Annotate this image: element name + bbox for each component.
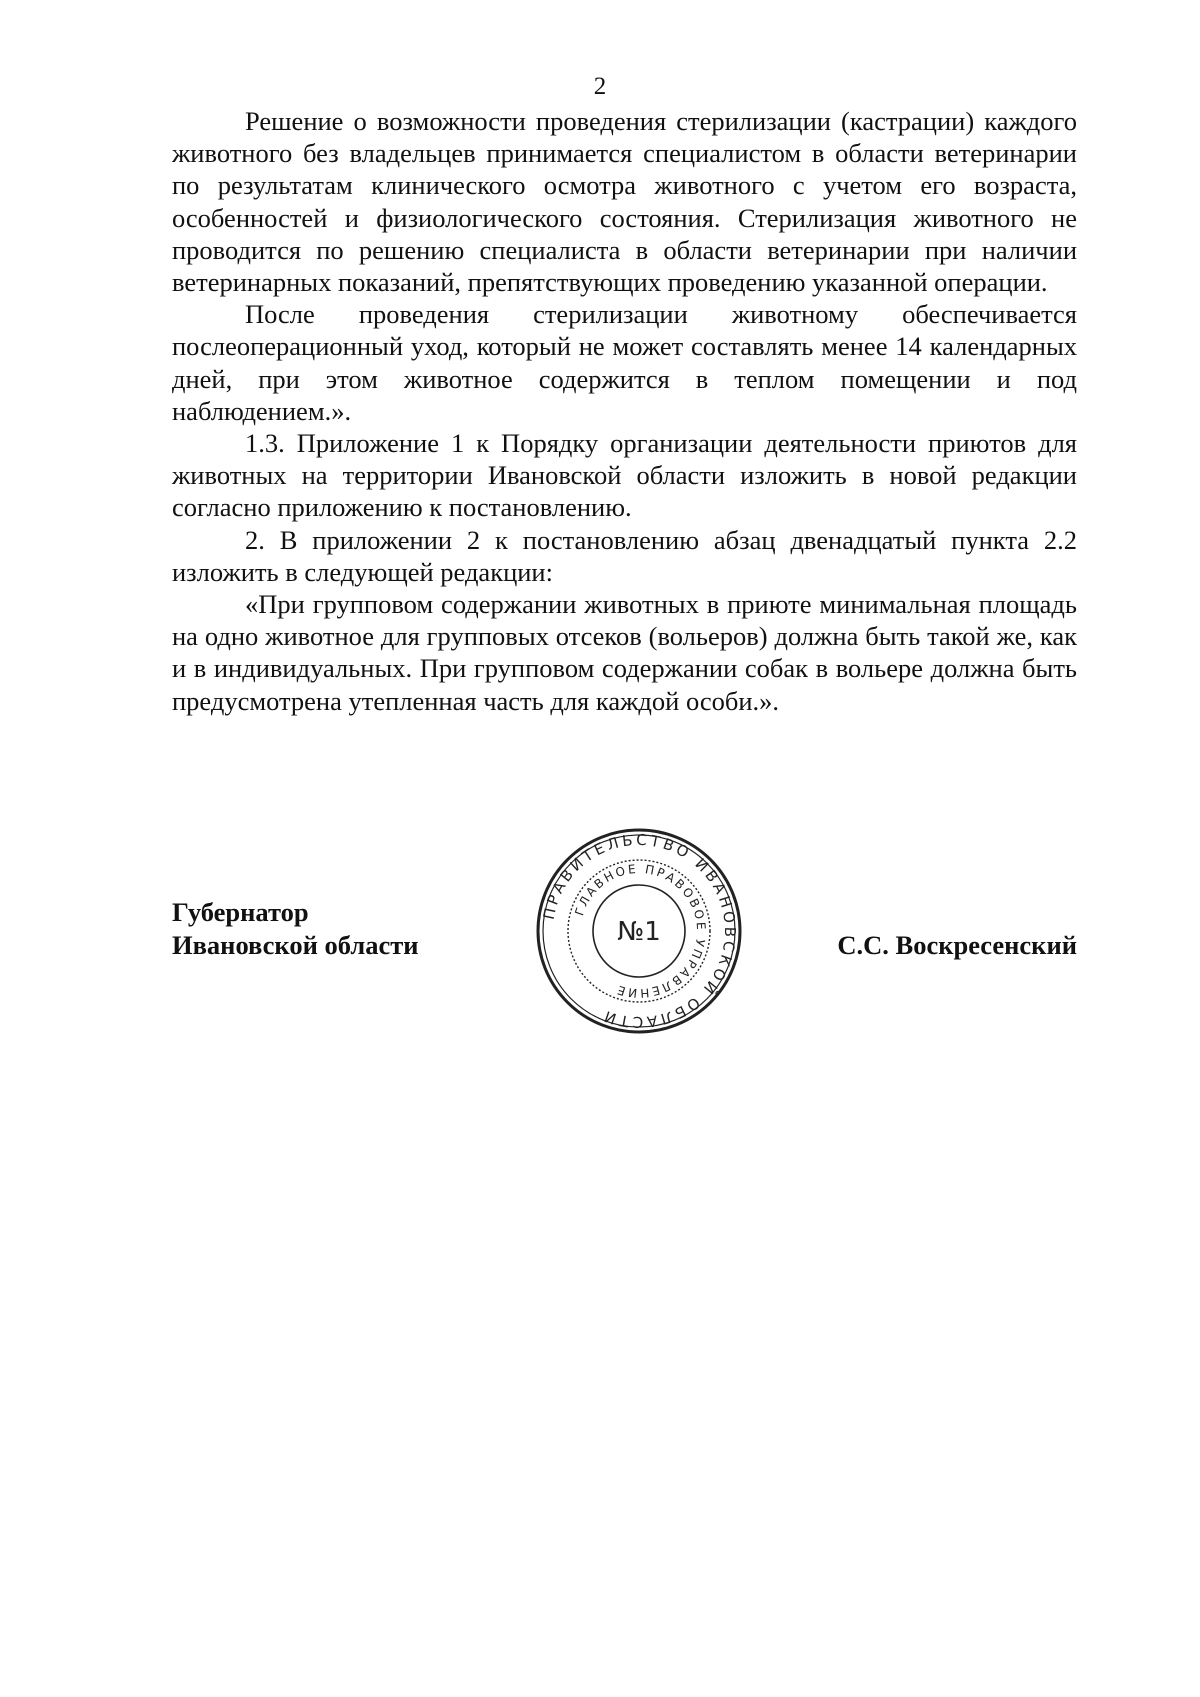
paragraph-sterilization-decision: Решение о возможности проведения стерилизации (кастрации) каждого животного без владельцев принимается специалистом в области ветеринарии по результатам клинического осмотра животного с учетом его возраста, особенностей и физиологического состояния. Стерилизация животного не проводится по решению специалиста в области ветеринарии при наличии ветеринарных показаний, препятствующих проведению указанной операции. <box>172 106 1077 298</box>
paragraph-quoted-amendment: «При групповом содержании животных в приюте минимальная площадь на одно животное для групповых отсеков (вольеров) должна быть такой же, как и в индивидуальных. При групповом содержании собак в вольере должна быть предусмотрена утепленная часть для каждой особи.». <box>172 589 1077 716</box>
paragraph-postoperative-care: После проведения стерилизации животному обеспечивается послеоперационный уход, который не может составлять менее 14 календарных дней, при этом животное содержится в теплом помещении и под наблюдением.». <box>172 299 1077 426</box>
seal-number: №1 <box>617 917 661 947</box>
signatory-title: Губернатор <box>172 897 309 927</box>
seal-graphic <box>534 826 744 1036</box>
signatory-region: Ивановской области <box>172 930 419 960</box>
seal-outer-text: ПРАВИТЕЛЬСТВО ИВАНОВСКОЙ ОБЛАСТИ <box>539 830 740 1032</box>
document-body <box>172 105 1077 717</box>
paragraph-item-2: 2. В приложении 2 к постановлению абзац двенадцатый пункта 2.2 изложить в следующей редакции: <box>172 524 1077 587</box>
seal-inner-text: ГЛАВНОЕ ПРАВОВОЕ УПРАВЛЕНИЕ <box>572 861 709 1001</box>
signatory-position <box>172 896 419 962</box>
official-seal <box>534 826 744 1036</box>
paragraph-item-1-3: 1.3. Приложение 1 к Порядку организации деятельности приютов для животных на территории Ивановской области изложить в новой редакции согласно приложению к постановлению. <box>172 428 1077 523</box>
page-number: 2 <box>593 73 607 100</box>
signatory-name: С.С. Воскресенский <box>837 930 1077 960</box>
